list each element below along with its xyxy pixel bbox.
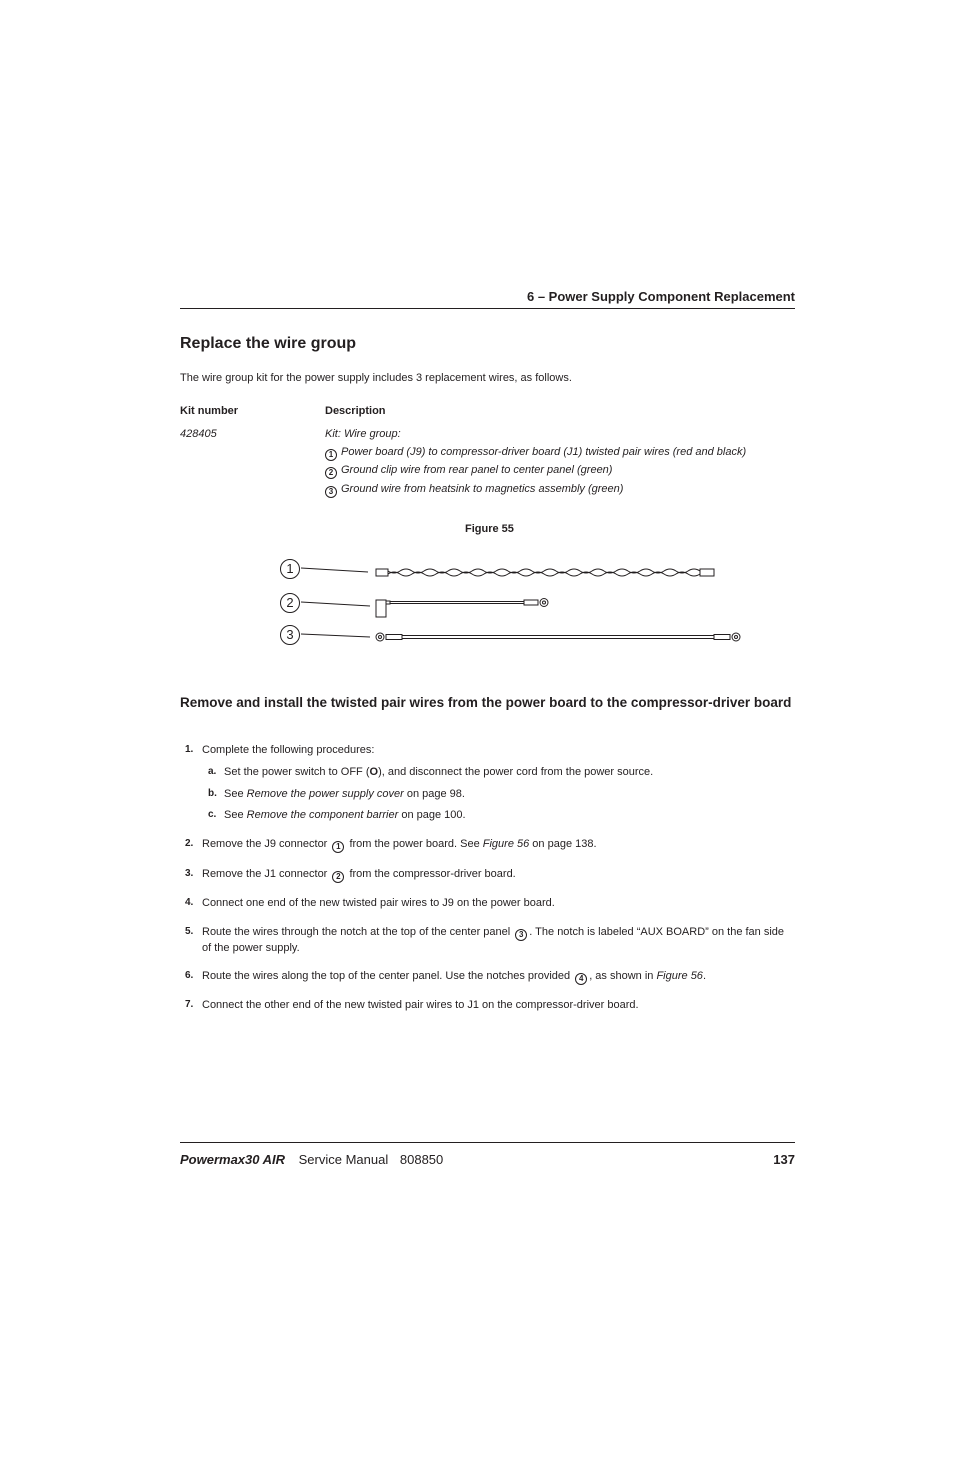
- cross-reference-link[interactable]: Remove the component barrier: [246, 809, 399, 821]
- substep-text-part: Set the power switch to OFF (: [224, 766, 370, 778]
- substep-text: [224, 787, 465, 801]
- substep-text-part: See: [224, 809, 247, 821]
- kit-item: [325, 482, 623, 498]
- callout-marker: 1: [332, 841, 344, 853]
- substep-letter: c.: [208, 809, 217, 820]
- step-text-part: from the power board. See: [346, 838, 483, 850]
- figure-link[interactable]: Figure 56: [656, 970, 703, 982]
- step-text-part: .: [702, 970, 706, 982]
- step-text-part: . The notch is labeled “AUX BOARD” on the fan side of the power supply.: [202, 926, 785, 954]
- substep-text-part: on page 100.: [398, 809, 466, 821]
- ground-wire: [376, 633, 740, 641]
- step-text-part: Remove the J1 connector: [202, 868, 331, 880]
- chapter-header: 6 – Power Supply Component Replacement: [527, 289, 795, 304]
- step-text: [202, 867, 794, 883]
- step-text-part: Remove the J9 connector: [202, 838, 331, 850]
- page-number: 137: [773, 1152, 795, 1167]
- kit-item-text: Ground clip wire from rear panel to center panel (green): [341, 464, 613, 476]
- step-text: Complete the following procedures:: [202, 744, 375, 756]
- product-name: Powermax30 AIR: [180, 1152, 286, 1167]
- step-text: Connect one end of the new twisted pair wires to J9 on the power board.: [202, 897, 555, 909]
- subsection-title: Remove and install the twisted pair wires from the power board to the compressor-driver board: [180, 695, 792, 710]
- twisted-pair-wire: [376, 569, 714, 576]
- step-number: 7.: [185, 999, 194, 1010]
- substep-text-part: See: [224, 788, 247, 800]
- figure-callout-1: 1: [280, 559, 300, 579]
- step-text-part: on page 138.: [529, 838, 597, 850]
- substep-text-part: on page 98.: [403, 788, 465, 800]
- step-text: Connect the other end of the new twisted pair wires to J1 on the compressor-driver board.: [202, 999, 639, 1011]
- step-number: 1.: [185, 744, 194, 755]
- substep-letter: a.: [208, 766, 217, 777]
- figure-link[interactable]: Figure 56: [482, 838, 530, 850]
- step-text-part: from the compressor-driver board.: [346, 868, 516, 880]
- section-title: Replace the wire group: [180, 335, 357, 352]
- substep-text: [224, 765, 653, 779]
- step-text: [202, 837, 794, 853]
- step-number: 3.: [185, 868, 194, 879]
- callout-marker: 1: [325, 449, 337, 461]
- wire-group-figure: [290, 550, 760, 660]
- kit-number-header: Kit number: [180, 405, 239, 417]
- step-text-part: Route the wires along the top of the center panel. Use the notches provided: [202, 970, 574, 982]
- step-text-part: , as shown in: [589, 970, 657, 982]
- footer: [180, 1152, 443, 1167]
- kit-title: Kit: Wire group:: [325, 428, 401, 440]
- figure-callout-3: 3: [280, 625, 300, 645]
- substep-text-part: ), and disconnect the power cord from the power source.: [378, 766, 654, 778]
- cross-reference-link[interactable]: Remove the power supply cover: [246, 788, 404, 800]
- callout-marker: 2: [325, 467, 337, 479]
- step-number: 6.: [185, 970, 194, 981]
- callout-marker: 3: [325, 486, 337, 498]
- step-text: [202, 969, 794, 985]
- manual-type: Service Manual: [298, 1152, 389, 1167]
- footer-rule: [180, 1142, 795, 1143]
- header-rule: [180, 308, 795, 309]
- figure-callout-2: 2: [280, 593, 300, 613]
- callout-marker: 4: [575, 973, 587, 985]
- callout-marker: 2: [332, 871, 344, 883]
- kit-item-text: Power board (J9) to compressor-driver board (J1) twisted pair wires (red and black): [341, 446, 747, 458]
- callout-marker: 3: [515, 929, 527, 941]
- kit-number: 428405: [180, 428, 217, 440]
- description-header: Description: [325, 405, 386, 417]
- step-number: 4.: [185, 897, 194, 908]
- section-intro: The wire group kit for the power supply includes 3 replacement wires, as follows.: [180, 372, 572, 384]
- kit-item: [325, 445, 746, 461]
- step-text: [202, 925, 794, 955]
- kit-item: [325, 463, 612, 479]
- step-number: 2.: [185, 838, 194, 849]
- leader-line-3: [301, 634, 370, 637]
- step-number: 5.: [185, 926, 194, 937]
- substep-letter: b.: [208, 788, 217, 799]
- step-text-part: Route the wires through the notch at the top of the center panel: [202, 926, 514, 938]
- figure-caption: Figure 55: [465, 523, 514, 535]
- leader-line-1: [301, 568, 368, 572]
- power-off-symbol: O: [369, 766, 379, 778]
- substep-text: [224, 808, 466, 822]
- part-number: 808850: [399, 1152, 444, 1167]
- kit-item-text: Ground wire from heatsink to magnetics assembly (green): [341, 483, 624, 495]
- leader-line-2: [301, 602, 370, 606]
- ground-clip-wire: [376, 599, 548, 618]
